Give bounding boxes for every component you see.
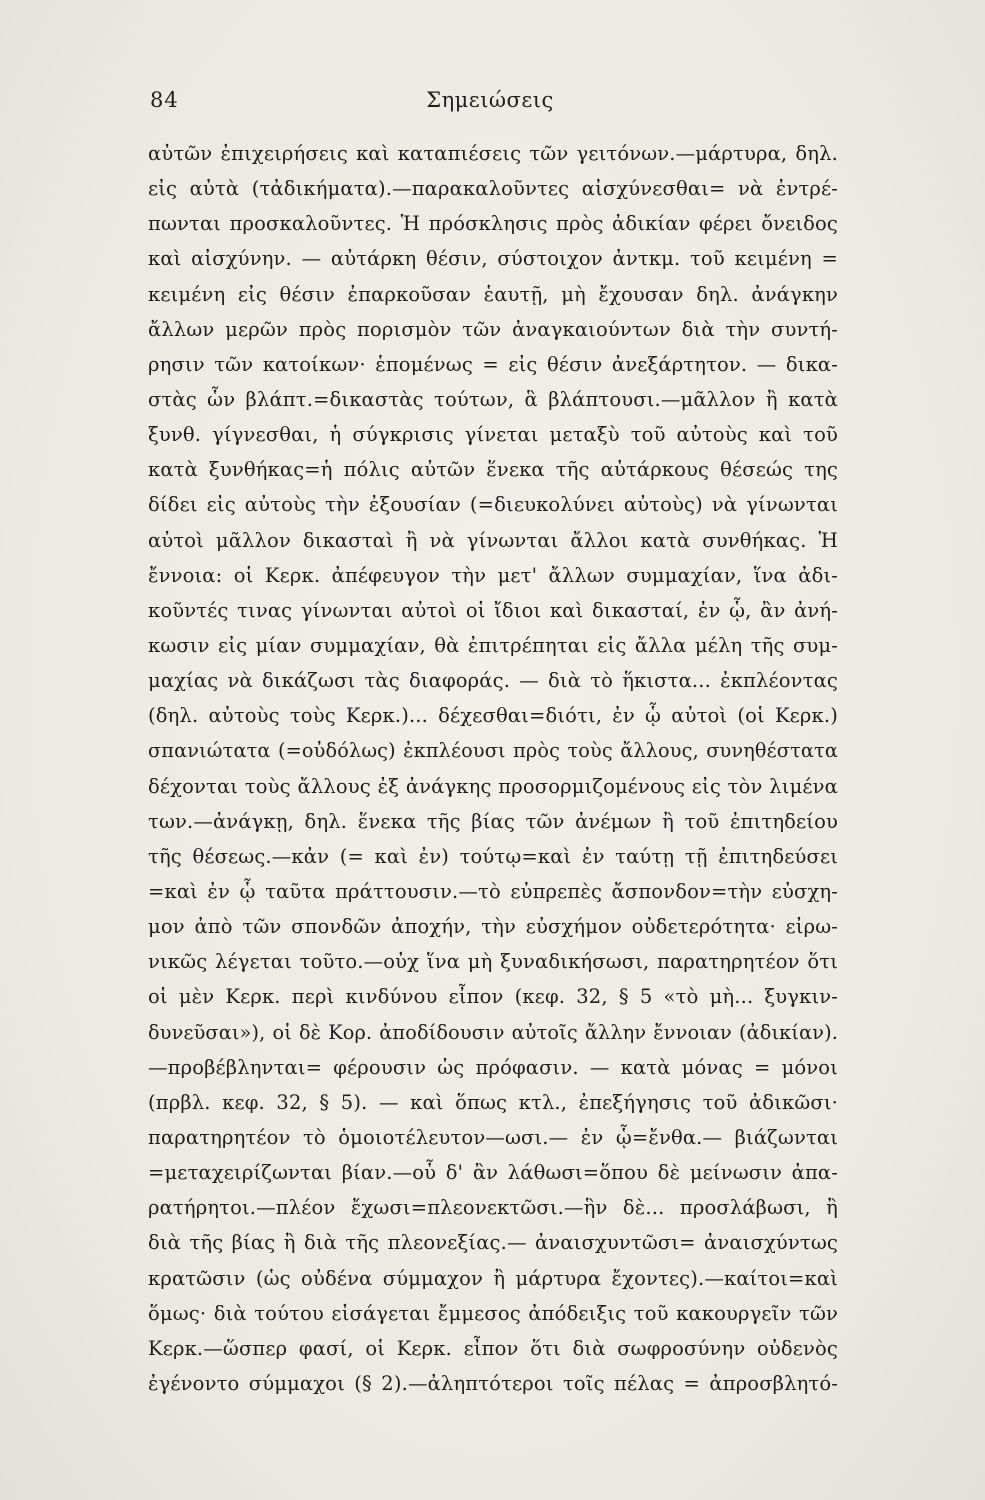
text-line: κειμένη εἰς θέσιν ἐπαρκοῦσαν ἑαυτῇ, μὴ ἔχουσαν δηλ. ἀνάγκην [148,282,838,306]
text-line: των.—ἀνάγκῃ, δηλ. ἕνεκα τῆς βίας τῶν ἀνέμων ἢ τοῦ ἐπιτηδείου [148,809,838,833]
text-line: —προβέβληνται= φέρουσιν ὡς πρόφασιν. — κατὰ μόνας = μόνοι [148,1055,838,1079]
text-line: ρησιν τῶν κατοίκων· ἑπομένως = εἰς θέσιν ἀνεξάρτητον. — δικα- [148,352,838,376]
text-line: ξυνθ. γίγνεσθαι, ἡ σύγκρισις γίνεται μεταξὺ τοῦ αὐτοὺς καὶ τοῦ [148,423,838,447]
text-line: ὅμως· διὰ τούτου εἰσάγεται ἔμμεσος ἀπόδειξις τοῦ κακουργεῖν τῶν [148,1301,838,1325]
text-line: διὰ τῆς βίας ἢ διὰ τῆς πλεονεξίας.— ἀναισχυντῶσι= ἀναισχύντως [148,1231,838,1255]
text-line: (δηλ. αὐτοὺς τοὺς Κερκ.)... δέχεσθαι=διότι, ἐν ᾧ αὐτοὶ (οἱ Κερκ.) [148,704,838,728]
text-line: =καὶ ἐν ᾧ ταῦτα πράττουσιν.—τὸ εὐπρεπὲς ἄσπονδον=τὴν εὐσχη- [148,879,838,903]
text-line: κατὰ ξυνθήκας=ἡ πόλις αὐτῶν ἕνεκα τῆς αὐτάρκους θέσεώς της [148,458,838,482]
text-line: δίδει εἰς αὐτοὺς τὴν ἐξουσίαν (=διευκολύνει αὐτοὺς) νὰ γίνωνται [148,493,838,517]
text-line: ρατήρητοι.—πλέον ἔχωσι=πλεονεκτῶσι.—ἣν δὲ... προσλάβωσι, ἢ [148,1196,838,1220]
text-line: κρατῶσιν (ὡς οὐδένα σύμμαχον ἢ μάρτυρα ἔχοντες).—καίτοι=καὶ [148,1266,838,1290]
text-line: ἐγένοντο σύμμαχοι (§ 2).—ἀληπτότεροι τοῖς πέλας = ἀπροσβλητό- [148,1371,838,1395]
commentary-text [148,136,838,1401]
text-line: Κερκ.—ὥσπερ φασί, οἱ Κερκ. εἶπον ὅτι διὰ σωφροσύνην οὐδενὸς [148,1336,838,1360]
text-line: σπανιώτατα (=οὐδόλως) ἐκπλέουσι πρὸς τοὺς ἄλλους, συνηθέστατα [148,739,838,763]
text-line: δυνεῦσαι»), οἱ δὲ Κορ. ἀποδίδουσιν αὐτοῖς ἄλλην ἔννοιαν (ἀδικίαν). [148,1020,838,1044]
text-line: αὐτοὶ μᾶλλον δικασταὶ ἢ νὰ γίνωνται ἄλλοι κατὰ συνθήκας. Ἡ [148,528,838,552]
text-line: οἱ μὲν Κερκ. περὶ κινδύνου εἶπον (κεφ. 32, § 5 «τὸ μὴ... ξυγκιν- [148,985,838,1009]
text-line: παρατηρητέον τὸ ὁμοιοτέλευτον—ωσι.— ἐν ᾧ=ἔνθα.— βιάζωνται [148,1125,838,1149]
page-number: 84 [150,88,179,112]
text-line: αὐτῶν ἐπιχειρήσεις καὶ καταπιέσεις τῶν γειτόνων.—μάρτυρα, δηλ. [148,142,838,165]
text-line: στὰς ὧν βλάπτ.=δικαστὰς τούτων, ἃ βλάπτουσι.—μᾶλλον ἢ κατὰ [148,387,838,411]
running-title: Σημειώσεις [426,88,554,112]
text-line: =μεταχειρίζωνται βίαν.—οὗ δ' ἂν λάθωσι=ὅπου δὲ μείνωσιν ἀπα- [148,1161,838,1185]
text-line: ἄλλων μερῶν πρὸς πορισμὸν τῶν ἀναγκαιούντων διὰ τὴν συντή- [148,317,838,341]
text-line: ἔννοια: οἱ Κερκ. ἀπέφευγον τὴν μετ' ἄλλων συμμαχίαν, ἵνα ἀδι- [148,563,838,587]
text-line: κοῦντές τινας γίνωνται αὐτοὶ οἱ ἴδιοι καὶ δικασταί, ἐν ᾧ, ἂν ἀνή- [148,598,838,622]
text-line: καὶ αἰσχύνην. — αὐτάρκη θέσιν, σύστοιχον ἀντκμ. τοῦ κειμένη = [148,247,838,271]
text-line: εἰς αὐτὰ (τἀδικήματα).—παρακαλοῦντες αἰσχύνεσθαι= νὰ ἐντρέ- [148,177,838,201]
text-line: πωνται προσκαλοῦντες. Ἡ πρόσκλησις πρὸς ἀδικίαν φέρει ὄνειδος [148,212,838,236]
text-line: μον ἀπὸ τῶν σπονδῶν ἀποχήν, τὴν εὐσχήμον οὐδετερότητα· εἰρω- [148,915,838,939]
text-line: τῆς θέσεως.—κἀν (= καὶ ἐν) τούτῳ=καὶ ἐν ταύτῃ τῇ ἐπιτηδεύσει [148,844,838,868]
page-header [150,88,830,128]
text-line: κωσιν εἰς μίαν συμμαχίαν, θὰ ἐπιτρέπηται εἰς ἄλλα μέλη τῆς συμ- [148,633,838,657]
text-line: νικῶς λέγεται τοῦτο.—οὐχ ἵνα μὴ ξυναδικήσωσι, παρατηρητέον ὅτι [148,950,838,974]
text-line: δέχονται τοὺς ἄλλους ἐξ ἀνάγκης προσορμιζομένους εἰς τὸν λιμένα [148,774,838,798]
text-line: (πρβλ. κεφ. 32, § 5). — καὶ ὅπως κτλ., ἐπεξήγησις τοῦ ἀδικῶσι· [148,1090,838,1114]
text-line: μαχίας νὰ δικάζωσι τὰς διαφοράς. — διὰ τὸ ἥκιστα... ἐκπλέοντας [148,669,838,693]
